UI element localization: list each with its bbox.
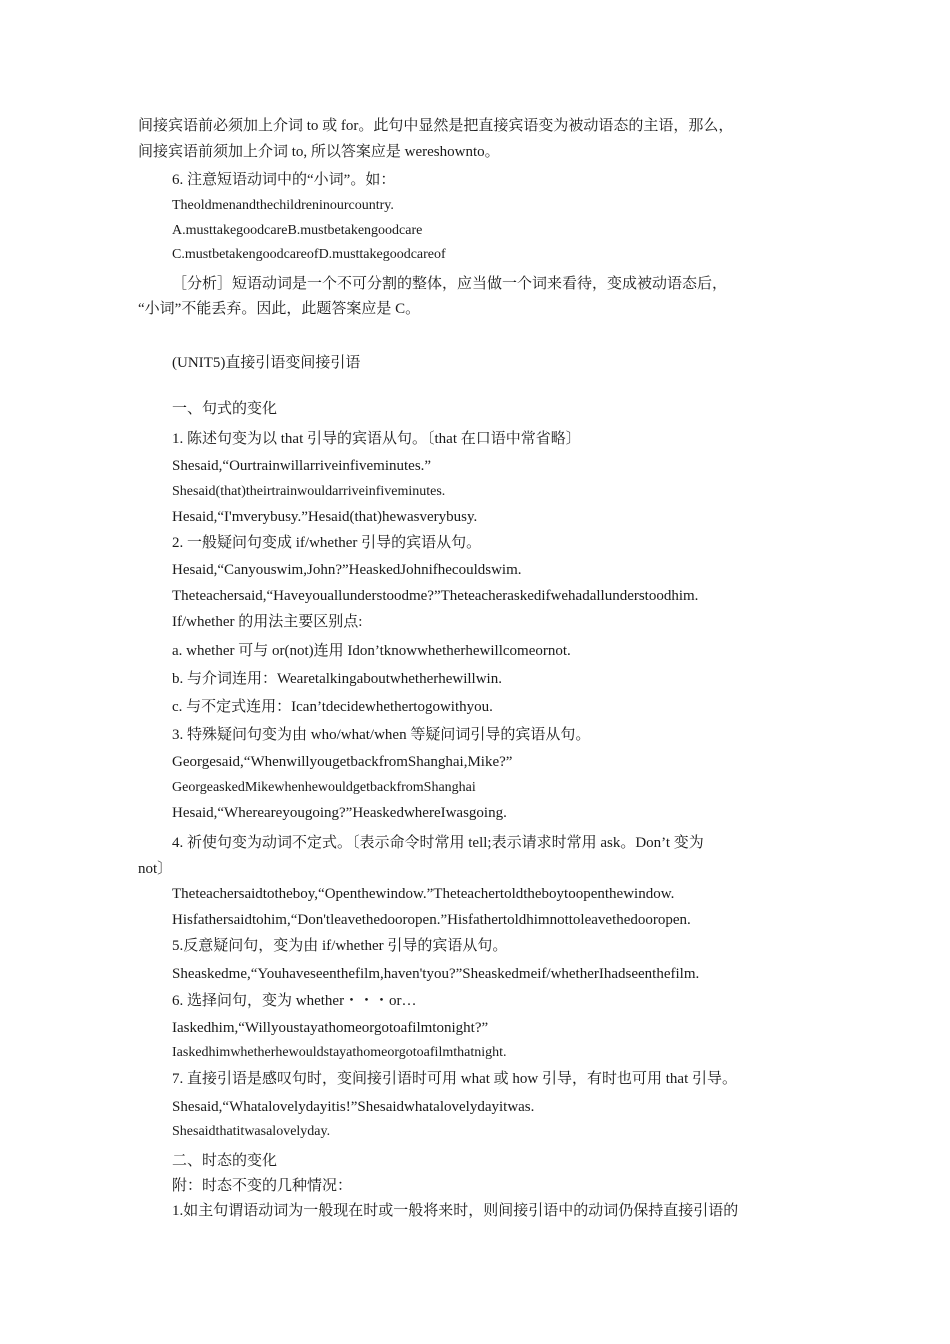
text-line: 1.如主句谓语动词为一般现在时或一般将来时，则间接引语中的动词仍保持直接引语的 xyxy=(172,1203,739,1219)
text-line: Theoldmenandthechildreninourcountry. xyxy=(172,198,394,213)
text-line: a. whether 可与 or(not)连用 Idon’tknowwhetherhewillcomeornot. xyxy=(172,643,571,659)
text-line: GeorgeaskedMikewhenhewouldgetbackfromShanghai xyxy=(172,780,476,795)
text-line: A.musttakegoodcareB.mustbetakengoodcare xyxy=(172,223,423,238)
text-line: Iaskedhim,“Willyoustayathomeorgotoafilmtonight?” xyxy=(172,1020,489,1036)
text-line: Sheaskedme,“Youhaveseenthefilm,haven'tyou?”Sheaskedmeif/whetherIhadseenthefilm. xyxy=(172,966,700,982)
section-heading: (UNIT5)直接引语变间接引语 xyxy=(172,355,361,371)
section-heading: 一、句式的变化 xyxy=(172,401,278,417)
text-line: 7. 直接引语是感叹句时，变间接引语时可用 what 或 how 引导，有时也可用 that 引导。 xyxy=(172,1071,737,1087)
text-line: 2. 一般疑问句变成 if/whether 引导的宾语从句。 xyxy=(172,535,482,551)
text-line: Theteachersaidtotheboy,“Openthewindow.”Theteachertoldtheboytoopenthewindow. xyxy=(172,886,675,902)
text-line: 3. 特殊疑问句变为由 who/what/when 等疑问词引导的宾语从句。 xyxy=(172,727,591,743)
text-line: 5.反意疑问句，变为由 if/whether 引导的宾语从句。 xyxy=(172,938,508,954)
text-line: Shesaid,“Whatalovelydayitis!”Shesaidwhatalovelydayitwas. xyxy=(172,1099,535,1115)
text-line: ［分析］短语动词是一个不可分割的整体，应当做一个词来看待，变成被动语态后， xyxy=(172,276,728,292)
text-line: 6. 注意短语动词中的“小词”。如： xyxy=(172,172,396,188)
text-line: 1. 陈述句变为以 that 引导的宾语从句。〔that 在口语中常省略〕 xyxy=(172,431,581,447)
text-line: Shesaidthatitwasalovelyday. xyxy=(172,1124,331,1139)
text-line: 4. 祈使句变为动词不定式。〔表示命令时常用 tell;表示请求时常用 ask。Don’t 变为 xyxy=(172,835,704,851)
text-line: Georgesaid,“WhenwillyougetbackfromShanghai,Mike?” xyxy=(172,754,513,770)
text-line: If/whether 的用法主要区别点: xyxy=(172,614,363,630)
text-line: b. 与介词连用：Wearetalkingaboutwhetherhewillwin. xyxy=(172,671,502,687)
text-line: Hesaid,“Whereareyougoing?”HeaskedwhereIwasgoing. xyxy=(172,805,507,821)
text-line: Hesaid,“I'mverybusy.”Hesaid(that)hewasverybusy. xyxy=(172,509,478,525)
text-line: Hesaid,“Canyouswim,John?”HeaskedJohnifhecouldswim. xyxy=(172,562,522,578)
text-line: Shesaid(that)theirtrainwouldarriveinfiveminutes. xyxy=(172,484,446,499)
text-line: 附：时态不变的几种情况： xyxy=(172,1178,353,1194)
text-line: Iaskedhimwhetherhewouldstayathomeorgotoafilmthatnight. xyxy=(172,1045,507,1060)
text-line: “小词”不能丢弃。因此，此题答案应是 C。 xyxy=(138,301,421,317)
text-line: 间接宾语前必须加上介词 to 或 for。此句中显然是把直接宾语变为被动语态的主语，那么， xyxy=(138,118,734,134)
text-line: Hisfathersaidtohim,“Don'tleavethedooropen.”Hisfathertoldhimnottoleavethedooropen. xyxy=(172,912,691,928)
text-line: 6. 选择问句，变为 whether・・・or… xyxy=(172,993,417,1009)
section-heading: 二、时态的变化 xyxy=(172,1153,278,1169)
text-line: c. 与不定式连用：Ican’tdecidewhethertogowithyou. xyxy=(172,699,493,715)
text-line: C.mustbetakengoodcareofD.musttakegoodcareof xyxy=(172,247,446,262)
text-line: Shesaid,“Ourtrainwillarriveinfiveminutes.” xyxy=(172,458,432,474)
text-line: 间接宾语前须加上介词 to, 所以答案应是 wereshownto。 xyxy=(138,144,500,160)
text-line: Theteachersaid,“Haveyouallunderstoodme?”Theteacheraskedifwehadallunderstoodhim. xyxy=(172,588,699,604)
text-line: not〕 xyxy=(138,861,173,877)
